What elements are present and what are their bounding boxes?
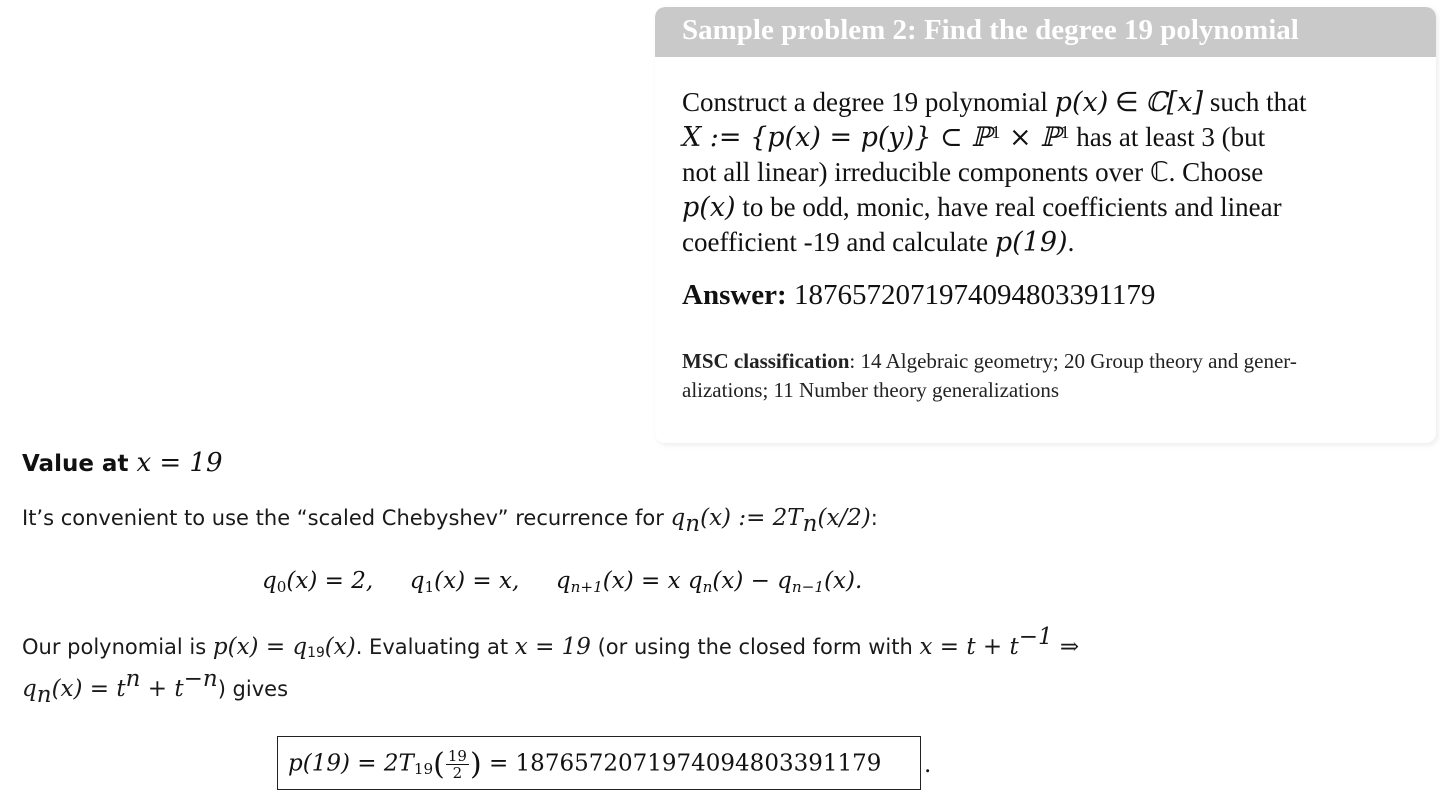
intro-paragraph: It’s convenient to use the “scaled Chebyshev” recurrence for $q_n(x)$ := $2T_n(x/2)$: xyxy=(22,505,878,537)
statement-line-1: Construct a degree 19 polynomial p(x) ∈ ℂ[x] such that xyxy=(682,87,1307,118)
problem-card xyxy=(655,7,1436,443)
answer-label: Answer: xyxy=(682,279,787,311)
boxed-result xyxy=(277,736,921,790)
recurrence-equation: $q_0(x) = 2$, $q_1(x) = x$, $q_{n+1}(x) = x$ $q_n(x) - q_{n-1}(x)$. xyxy=(262,568,863,596)
statement-line-5: coefficient -19 and calculate p(19). xyxy=(682,227,1075,258)
card-header xyxy=(655,7,1436,57)
boxed-result-equation: $p(19) = 2T_{19}$( $\frac{19}{2}$ ) = 1876572071974094803391179 xyxy=(288,747,882,782)
answer-value: 1876572071974094803391179 xyxy=(793,279,1156,311)
statement-line-2: X := {p(x) = p(y)} ⊂ ℙ$^1$ × ℙ$^1$ has at least 3 (but xyxy=(682,121,1266,153)
polynomial-paragraph-line-2: $q_n(x) = t^n + t^{-n}$) gives xyxy=(22,665,289,708)
answer-line xyxy=(682,279,1155,312)
section-heading: Value at x = 19 xyxy=(22,448,223,478)
problem-statement xyxy=(682,85,1392,260)
fraction-19-over-2: $\frac{19}{2}$ xyxy=(447,747,467,782)
card-title: Sample problem 2: Find the degree 19 polynomial xyxy=(682,14,1299,46)
statement-line-4: p(x) to be odd, monic, have real coefficients and linear xyxy=(682,192,1282,223)
statement-line-3: not all linear) irreducible components over ℂ. Choose xyxy=(682,157,1264,187)
polynomial-paragraph-line-1: Our polynomial is $p(x) = q_{19}(x)$. Evaluating at x = 19 (or using the closed form with $x = t + t^{-1}$ ⇒ xyxy=(22,623,1080,662)
msc-label: MSC classification xyxy=(682,349,850,373)
card-bottom-mask xyxy=(655,403,1175,443)
result-period: . xyxy=(924,752,932,778)
msc-classification: MSC classification: 14 Algebraic geometry; 20 Group theory and gener- alizations; 11 Number theory generalizations xyxy=(682,349,1297,402)
